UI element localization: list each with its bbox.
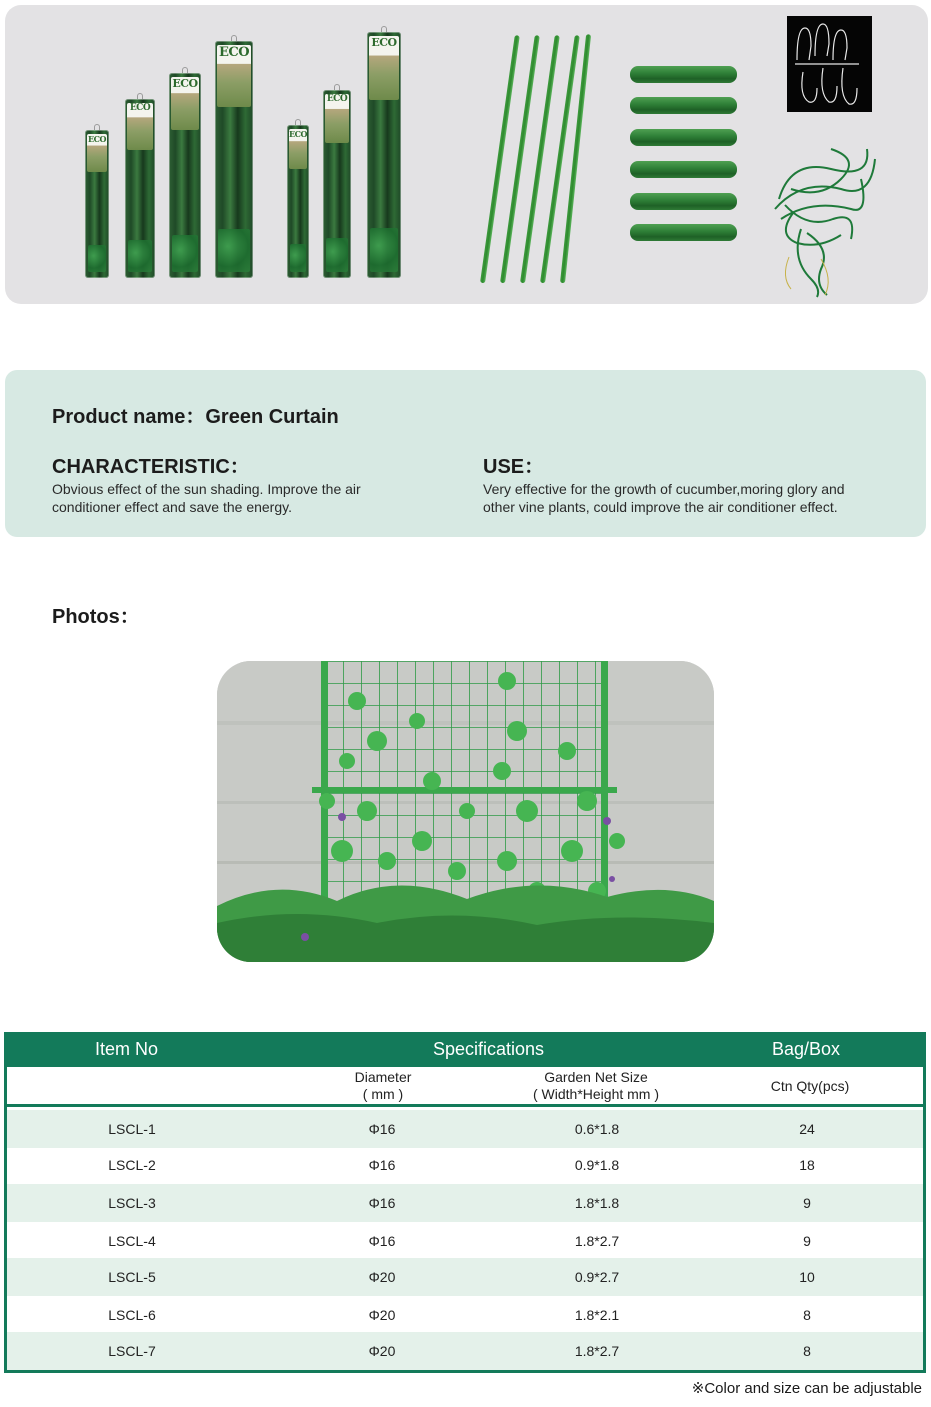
tube-image bbox=[630, 193, 737, 210]
pole-image bbox=[560, 34, 591, 283]
pole-image bbox=[480, 35, 520, 283]
header-bag-box: Bag/Box bbox=[772, 1039, 841, 1059]
tube-image bbox=[630, 66, 737, 83]
cell-diameter: Φ16 bbox=[368, 1233, 396, 1249]
cell-item: LSCL-6 bbox=[108, 1307, 156, 1323]
cell-size: 1.8*2.7 bbox=[574, 1233, 620, 1249]
cell-qty: 9 bbox=[803, 1233, 811, 1249]
package-image bbox=[287, 125, 309, 278]
table-header bbox=[4, 1032, 926, 1067]
cell-size: 1.8*1.8 bbox=[574, 1195, 620, 1211]
tube-image bbox=[630, 161, 737, 178]
header-item-no: Item No bbox=[95, 1039, 159, 1059]
product-name-heading bbox=[52, 400, 339, 429]
cell-diameter: Φ20 bbox=[368, 1269, 396, 1285]
subheader-net-size bbox=[516, 1069, 676, 1103]
table-row bbox=[7, 1146, 923, 1184]
cell-item: LSCL-1 bbox=[108, 1121, 156, 1137]
table-row bbox=[7, 1222, 923, 1260]
use-line: other vine plants, could improve the air conditioner effect. bbox=[483, 499, 838, 515]
table-row bbox=[7, 1184, 923, 1222]
cell-size: 0.6*1.8 bbox=[574, 1121, 620, 1137]
package-image bbox=[367, 32, 401, 278]
cell-diameter: Φ16 bbox=[368, 1157, 396, 1173]
cell-item: LSCL-5 bbox=[108, 1269, 156, 1285]
subheader-text: Garden Net Size bbox=[544, 1069, 648, 1085]
cell-diameter: Φ16 bbox=[368, 1195, 396, 1211]
tube-image bbox=[630, 129, 737, 146]
product-name-value: Green Curtain bbox=[205, 406, 339, 428]
package-brand: ECO bbox=[289, 129, 307, 139]
package-image bbox=[125, 99, 155, 278]
characteristic-text bbox=[52, 480, 361, 516]
package-brand: ECO bbox=[218, 45, 250, 60]
subheader-text: ( mm ) bbox=[362, 1086, 404, 1102]
tube-image bbox=[630, 224, 737, 241]
package-image bbox=[169, 73, 201, 278]
header-specifications: Specifications bbox=[433, 1039, 545, 1059]
package-image bbox=[215, 41, 253, 278]
package-brand: ECO bbox=[371, 36, 397, 49]
use-text bbox=[483, 480, 845, 516]
cell-qty: 8 bbox=[803, 1307, 811, 1323]
cell-item: LSCL-2 bbox=[108, 1157, 156, 1173]
cell-diameter: Φ20 bbox=[368, 1343, 396, 1359]
cell-size: 0.9*1.8 bbox=[574, 1157, 620, 1173]
clips-image bbox=[787, 16, 872, 112]
tube-image bbox=[630, 97, 737, 114]
characteristic-line: Obvious effect of the sun shading. Improve the air bbox=[52, 481, 361, 497]
subheader-ctn-qty: Ctn Qty(pcs) bbox=[770, 1078, 850, 1094]
product-info-panel bbox=[5, 370, 926, 537]
cell-qty: 24 bbox=[799, 1121, 815, 1137]
net-coil-image bbox=[771, 139, 881, 299]
cell-size: 0.9*2.7 bbox=[574, 1269, 620, 1285]
cell-diameter: Φ16 bbox=[368, 1121, 396, 1137]
pole-image bbox=[500, 35, 540, 283]
cell-qty: 8 bbox=[803, 1343, 811, 1359]
product-gallery bbox=[5, 5, 928, 304]
cell-diameter: Φ20 bbox=[368, 1307, 396, 1323]
package-brand: ECO bbox=[326, 94, 348, 104]
subheader-text: ( Width*Height mm ) bbox=[532, 1086, 660, 1102]
cell-item: LSCL-3 bbox=[108, 1195, 156, 1211]
cell-qty: 9 bbox=[803, 1195, 811, 1211]
use-line: Very effective for the growth of cucumber,moring glory and bbox=[483, 481, 845, 497]
characteristic-title: CHARACTERISTIC： bbox=[52, 456, 250, 478]
cell-item: LSCL-7 bbox=[108, 1343, 156, 1359]
package-brand: ECO bbox=[129, 103, 151, 113]
characteristic-line: conditioner effect and save the energy. bbox=[52, 499, 292, 515]
photos-title: Photos： bbox=[52, 606, 140, 628]
footnote: ※Color and size can be adjustable bbox=[691, 1380, 922, 1397]
table-row bbox=[7, 1332, 923, 1370]
trellis-photo bbox=[217, 661, 714, 962]
table-row bbox=[7, 1296, 923, 1334]
package-brand: ECO bbox=[172, 77, 198, 90]
package-image bbox=[323, 90, 351, 278]
package-brand: ECO bbox=[88, 134, 106, 144]
cell-qty: 18 bbox=[799, 1157, 815, 1173]
cell-size: 1.8*2.7 bbox=[574, 1343, 620, 1359]
pole-image bbox=[520, 35, 560, 283]
spec-table bbox=[4, 1032, 926, 1373]
product-name-label: Product name： bbox=[52, 406, 206, 428]
table-subheader bbox=[7, 1067, 923, 1107]
table-row bbox=[7, 1110, 923, 1148]
subheader-text: Diameter bbox=[354, 1069, 412, 1085]
cell-item: LSCL-4 bbox=[108, 1233, 156, 1249]
cell-size: 1.8*2.1 bbox=[574, 1307, 620, 1323]
table-row bbox=[7, 1258, 923, 1296]
package-image bbox=[85, 130, 109, 278]
subheader-diameter bbox=[323, 1069, 443, 1103]
cell-qty: 10 bbox=[799, 1269, 815, 1285]
use-title: USE： bbox=[483, 456, 545, 478]
